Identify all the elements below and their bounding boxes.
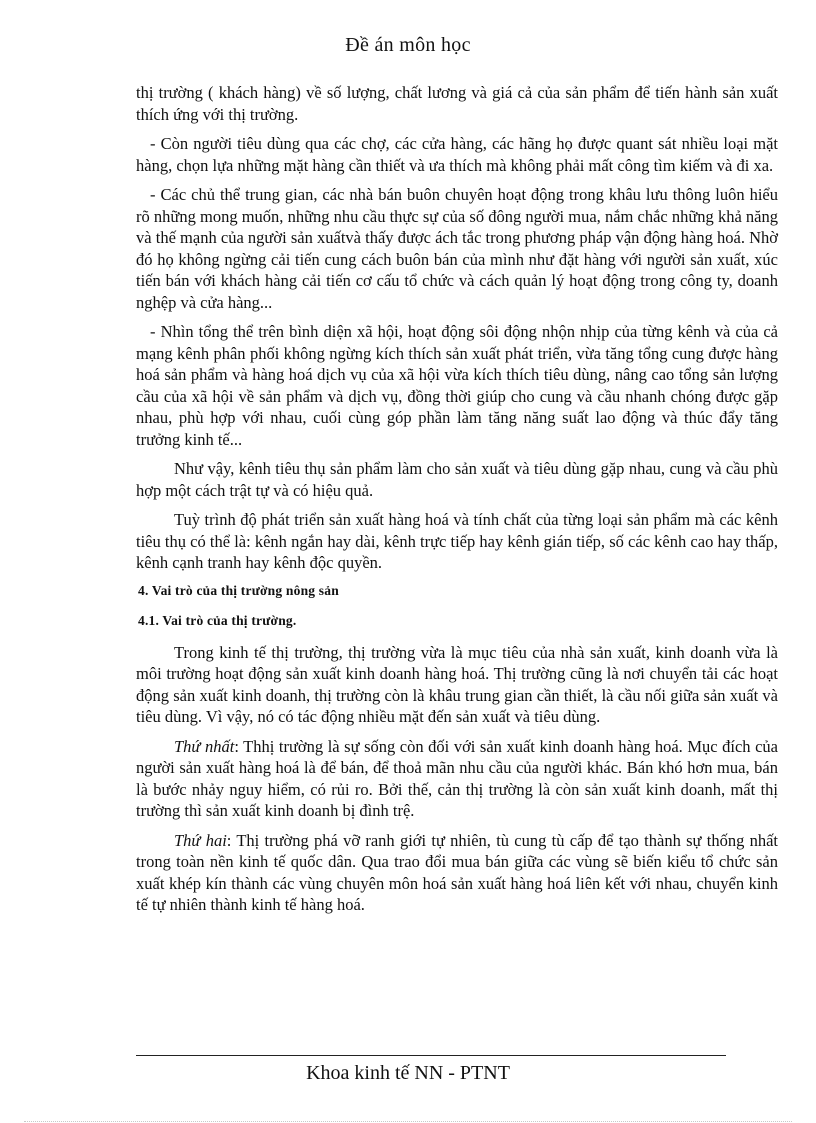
section-heading-4: 4. Vai trò của thị trường nông sản bbox=[138, 582, 339, 598]
paragraph-7: Trong kinh tế thị trường, thị trường vừa là mục tiêu của nhà sản xuất, kinh doanh vừa là môi trường hoạt động sản xuất kinh doanh hàng hoá. Thị trường cũng là nơi chuyển tải các hoạt động sản xuất kinh doanh, thị trường còn là khâu trung gian cần thiết, là cầu nối giữa sản xuất và tiêu dùng. Vì vậy, nó có tác động nhiều mặt đến sản xuất và tiêu dùng. bbox=[136, 642, 778, 726]
paragraph-9 bbox=[136, 830, 778, 916]
paragraph-5: Như vậy, kênh tiêu thụ sản phẩm làm cho sản xuất và tiêu dùng gặp nhau, cung và cầu phù hợp một cách trật tự và có hiệu quả. bbox=[136, 459, 778, 500]
paragraph-2: - Còn người tiêu dùng qua các chợ, các cửa hàng, các hãng họ được quant sát nhiều loại mặt hàng, chọn lựa những mặt hàng cần thiết và ưa thích mà không phải mất công tìm kiếm và đi xa. bbox=[136, 134, 778, 175]
paragraph-9-lead: Thứ hai bbox=[174, 830, 227, 850]
paragraph-1: thị trường ( khách hàng) về số lượng, chất lương và giá cả của sản phẩm để tiến hành sản xuất thích ứng với thị trường. bbox=[136, 83, 778, 124]
paragraph-8-text: : Thhị trường là sự sống còn đối với sản xuất kinh doanh hàng hoá. Mục đích của người sản xuất hàng hoá là để bán, để thoả mãn nhu cầu của người khác. Bán khó hơn mua, bán là bước nhảy nguy hiểm, có rủi ro. Bởi thế, cản thị trường là còn sản xuất kinh doanh, mất thị trường thì sản xuất kinh doanh bị đình trệ. bbox=[136, 736, 778, 820]
document-body bbox=[136, 82, 778, 916]
page-bottom-edge bbox=[24, 1121, 792, 1122]
footer-divider bbox=[136, 1055, 726, 1056]
page-header-title: Đề án môn học bbox=[345, 34, 471, 56]
paragraph-3: - Các chủ thể trung gian, các nhà bán buôn chuyên hoạt động trong khâu lưu thông luôn hiểu rõ những mong muốn, những nhu cầu thực sự của số đông người mua, nắm chắc những khả năng và thế mạnh của người sản xuấtvà thấy được ách tắc trong phương pháp vận động hàng hoá. Nhờ đó họ không ngừng cải tiến cung cách buôn bán của mình như đặt hàng với người sản xuất, xúc tiến bán với khách hàng cải tiến cơ cấu tổ chức và cách quản lý hoạt động trong công ty, doanh nghệp và cửa hàng... bbox=[136, 185, 778, 312]
page-footer-text: Khoa kinh tế NN - PTNT bbox=[306, 1062, 510, 1084]
paragraph-6: Tuỳ trình độ phát triển sản xuất hàng hoá và tính chất của từng loại sản phẩm mà các kênh tiêu thụ có thể là: kênh ngắn hay dài, kênh trực tiếp hay kênh gián tiếp, số các kênh cao hay thấp, kênh cạnh tranh hay kênh độc quyền. bbox=[136, 510, 778, 572]
paragraph-4: - Nhìn tổng thể trên bình diện xã hội, hoạt động sôi động nhộn nhịp của từng kênh và của cả mạng kênh phân phối không ngừng kích thích sản xuất phát triển, vừa tăng tổng cung được hàng hoá sản phẩm và hàng hoá dịch vụ của xã hội vừa kích thích tiêu dùng, nâng cao tổng sản lượng cầu của xã hội về sản phẩm và dịch vụ, đồng thời giúp cho cung và cầu nhanh chóng được gặp nhau, phù hợp với nhau, cuối cùng góp phần làm tăng năng suất lao động và thúc đẩy tăng trưởng kinh tế... bbox=[136, 322, 778, 449]
paragraph-8 bbox=[136, 736, 778, 822]
section-heading-4-1: 4.1. Vai trò của thị trường. bbox=[138, 612, 297, 628]
paragraph-8-lead: Thứ nhất bbox=[174, 736, 235, 756]
paragraph-9-text: : Thị trường phá vỡ ranh giới tự nhiên, tù cung tù cấp để tạo thành sự thống nhất trong toàn nền kinh tế quốc dân. Qua trao đổi mua bán giữa các vùng sẽ biến kiểu tổ chức sản xuất khép kín thành các vùng chuyên môn hoá sản xuất hàng hoá liên kết với nhau, chuyển kinh tế tự nhiên thành kinh tế hàng hoá. bbox=[136, 830, 778, 914]
